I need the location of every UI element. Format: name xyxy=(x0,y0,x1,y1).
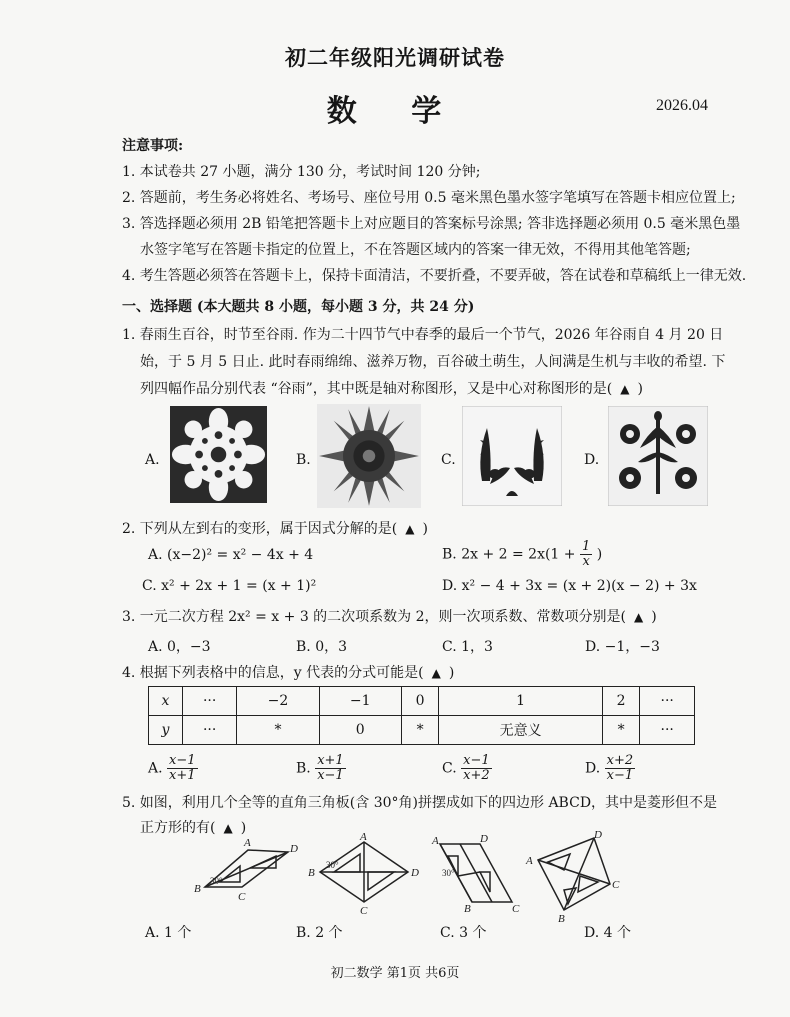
table-cell: 0 xyxy=(401,687,439,716)
option-fraction xyxy=(315,754,346,783)
q1-image-b xyxy=(317,404,421,508)
vertex-label: A xyxy=(360,832,367,843)
q4-option-d xyxy=(585,754,635,783)
q1-option-label: B. xyxy=(296,452,311,468)
table-cell: ··· xyxy=(640,687,695,716)
table-cell: ··· xyxy=(182,716,237,745)
vertex-label: D xyxy=(290,843,298,855)
q2-option-a: A. (x−2)² = x² − 4x + 4 xyxy=(148,547,314,563)
q1-image-c xyxy=(462,406,562,506)
answer-triangle-icon: ▲ xyxy=(223,821,233,835)
q2-option-b-post: ) xyxy=(596,546,603,563)
q5-line: 5. 如图，利用几个全等的直角三角板(含 30°角)拼摆成如下的四边形 ABCD，其中是菱形但不是 xyxy=(122,795,718,811)
q5-option: A. 1 个 xyxy=(145,925,192,941)
table-cell: ··· xyxy=(182,687,237,716)
table-cell: * xyxy=(401,716,439,745)
q2-option-b xyxy=(442,540,602,569)
vertex-label: A xyxy=(526,855,533,867)
fraction-numerator: x+1 xyxy=(317,753,344,768)
q5-option: C. 3 个 xyxy=(440,925,487,941)
angle-label: 30° xyxy=(210,876,223,886)
q5-option: B. 2 个 xyxy=(296,925,343,941)
q3-option: D. −1，−3 xyxy=(585,639,660,655)
q1-image-a xyxy=(170,406,267,503)
table-cell: −1 xyxy=(319,687,401,716)
vertex-label: B xyxy=(558,913,565,922)
table-cell: x xyxy=(149,687,183,716)
q5-figure-1 xyxy=(180,832,310,912)
q2-line xyxy=(122,519,428,539)
q3-option: A. 0，−3 xyxy=(148,639,211,655)
option-fraction xyxy=(605,754,636,783)
notice-item: 2. 答题前，考生务必将姓名、考场号、座位号用 0.5 毫米黑色墨水签字笔填写在答题卡相应位置上; xyxy=(122,190,736,206)
fraction-denominator: x−1 xyxy=(606,768,634,783)
notice-item: 4. 考生答题必须答在答题卡上，保持卡面清洁，不要折叠，不要弄破，答在试卷和草稿纸上一律无效. xyxy=(122,268,747,284)
q5-figure-2 xyxy=(304,832,424,914)
table-cell: 2 xyxy=(602,687,640,716)
table-cell: ··· xyxy=(640,716,695,745)
q1-option-label: A. xyxy=(145,452,160,468)
q1-line xyxy=(140,379,643,399)
vertex-label: C xyxy=(360,905,368,914)
sunflower-icon xyxy=(317,404,421,508)
q5-figure-4 xyxy=(524,830,624,922)
subject-title: 数 学 xyxy=(326,94,464,129)
q5-stem: 正方形的有( xyxy=(140,820,216,836)
q3-stem: 3. 一元二次方程 2x² = x + 3 的二次项系数为 2，则一次项系数、常数项分别是( xyxy=(122,609,627,625)
q2-option-c: C. x² + 2x + 1 = (x + 1)² xyxy=(142,578,317,594)
vertex-label: D xyxy=(594,830,602,841)
option-label: D. xyxy=(585,760,601,777)
option-label: C. xyxy=(442,760,457,777)
q4-option-a xyxy=(148,754,198,783)
fraction-numerator: x−1 xyxy=(463,753,490,768)
vertex-label: D xyxy=(480,833,488,845)
option-label: B. xyxy=(296,760,311,777)
peony-pattern-icon xyxy=(608,406,708,506)
q4-line xyxy=(122,663,454,683)
section-heading: 一、选择题 (本大题共 8 小题，每小题 3 分，共 24 分) xyxy=(122,299,475,315)
q5-stem-end: ) xyxy=(240,820,247,836)
q2-option-b-pre: B. 2x + 2 = 2x(1 + xyxy=(442,546,576,563)
q3-stem-end: ) xyxy=(651,609,657,625)
table-cell: y xyxy=(149,716,183,745)
q4-option-b xyxy=(296,754,346,783)
q2-option-b-fraction xyxy=(580,540,592,569)
notice-item: 水签字笔写在答题卡指定的位置上，不在答题区域内的答案一律无效，不得用其他笔答题; xyxy=(140,242,691,258)
q1-option-label: C. xyxy=(441,452,456,468)
vertex-label: B xyxy=(194,883,201,895)
fraction-numerator: x−1 xyxy=(169,753,196,768)
q2-stem: 2. 下列从左到右的变形，属于因式分解的是( xyxy=(122,521,398,537)
table-cell: 1 xyxy=(439,687,602,716)
vertex-label: D xyxy=(411,867,419,879)
vertex-label: C xyxy=(238,891,246,903)
answer-triangle-icon: ▲ xyxy=(634,610,644,624)
answer-triangle-icon: ▲ xyxy=(431,666,441,680)
fraction-numerator: x+2 xyxy=(606,753,634,768)
fraction-denominator: x−1 xyxy=(317,768,344,783)
vertex-label: B xyxy=(464,903,471,914)
q3-option: B. 0，3 xyxy=(296,639,348,655)
table-cell: −2 xyxy=(237,687,319,716)
vertex-label: B xyxy=(308,867,315,879)
exam-title: 初二年级阳光调研试卷 xyxy=(285,45,505,70)
table-cell: * xyxy=(602,716,640,745)
q4-table xyxy=(148,686,695,745)
q3-option: C. 1，3 xyxy=(442,639,493,655)
flower-pattern-icon xyxy=(170,406,267,503)
q4-stem: 4. 根据下列表格中的信息，y 代表的分式可能是( xyxy=(122,665,424,681)
q2-stem-end: ) xyxy=(422,521,428,537)
table-cell: * xyxy=(237,716,319,745)
vertex-label: C xyxy=(612,879,620,891)
q1-line: 始，于 5 月 5 日止. 此时春雨绵绵、滋养万物，百谷破土萌生，人间满是生机与丰收的希望. 下 xyxy=(140,354,726,370)
q4-stem-end: ) xyxy=(448,665,455,681)
answer-triangle-icon: ▲ xyxy=(405,522,415,536)
q1-line: 1. 春雨生百谷，时节至谷雨. 作为二十四节气中春季的最后一个节气，2026 年谷雨自 4 月 20 日 xyxy=(122,327,724,343)
notice-item: 3. 答选择题必须用 2B 铅笔把答题卡上对应题目的答案标号涂黑; 答非选择题必须用 0.5 毫米黑色墨 xyxy=(122,216,741,232)
table-cell: 无意义 xyxy=(439,716,602,745)
q5-option: D. 4 个 xyxy=(584,925,631,941)
q4-option-c xyxy=(442,754,492,783)
vertex-label: C xyxy=(512,903,520,914)
option-label: A. xyxy=(148,760,163,777)
q3-line xyxy=(122,607,657,627)
vertex-label: A xyxy=(432,835,439,847)
fraction-denominator: x+1 xyxy=(169,768,196,783)
angle-label: 30° xyxy=(442,868,455,878)
q1-option-label: D. xyxy=(584,452,600,468)
table-row xyxy=(149,687,695,716)
q1-stem-end: ) xyxy=(637,381,643,397)
exam-date: 2026.04 xyxy=(656,97,708,114)
vertex-label: A xyxy=(244,837,251,849)
q1-image-d xyxy=(608,406,708,506)
fraction-denominator: x xyxy=(582,554,590,569)
notice-item: 1. 本试卷共 27 小题，满分 130 分，考试时间 120 分钟; xyxy=(122,164,481,180)
fraction-denominator: x+2 xyxy=(463,768,490,783)
table-row xyxy=(149,716,695,745)
page-footer: 初二数学 第1页 共6页 xyxy=(330,966,460,981)
option-fraction xyxy=(461,754,492,783)
grain-pattern-icon xyxy=(462,406,562,506)
notice-heading: 注意事项: xyxy=(122,138,184,154)
table-cell: 0 xyxy=(319,716,401,745)
angle-label: 30° xyxy=(326,860,339,870)
fraction-numerator: 1 xyxy=(581,539,591,554)
answer-triangle-icon: ▲ xyxy=(620,382,630,396)
option-fraction xyxy=(167,754,198,783)
q2-option-d: D. x² − 4 + 3x = (x + 2)(x − 2) + 3x xyxy=(442,578,697,594)
q5-figure-3 xyxy=(428,832,524,914)
q1-stem: 列四幅作品分别代表 “谷雨”，其中既是轴对称图形，又是中心对称图形的是( xyxy=(140,381,613,397)
